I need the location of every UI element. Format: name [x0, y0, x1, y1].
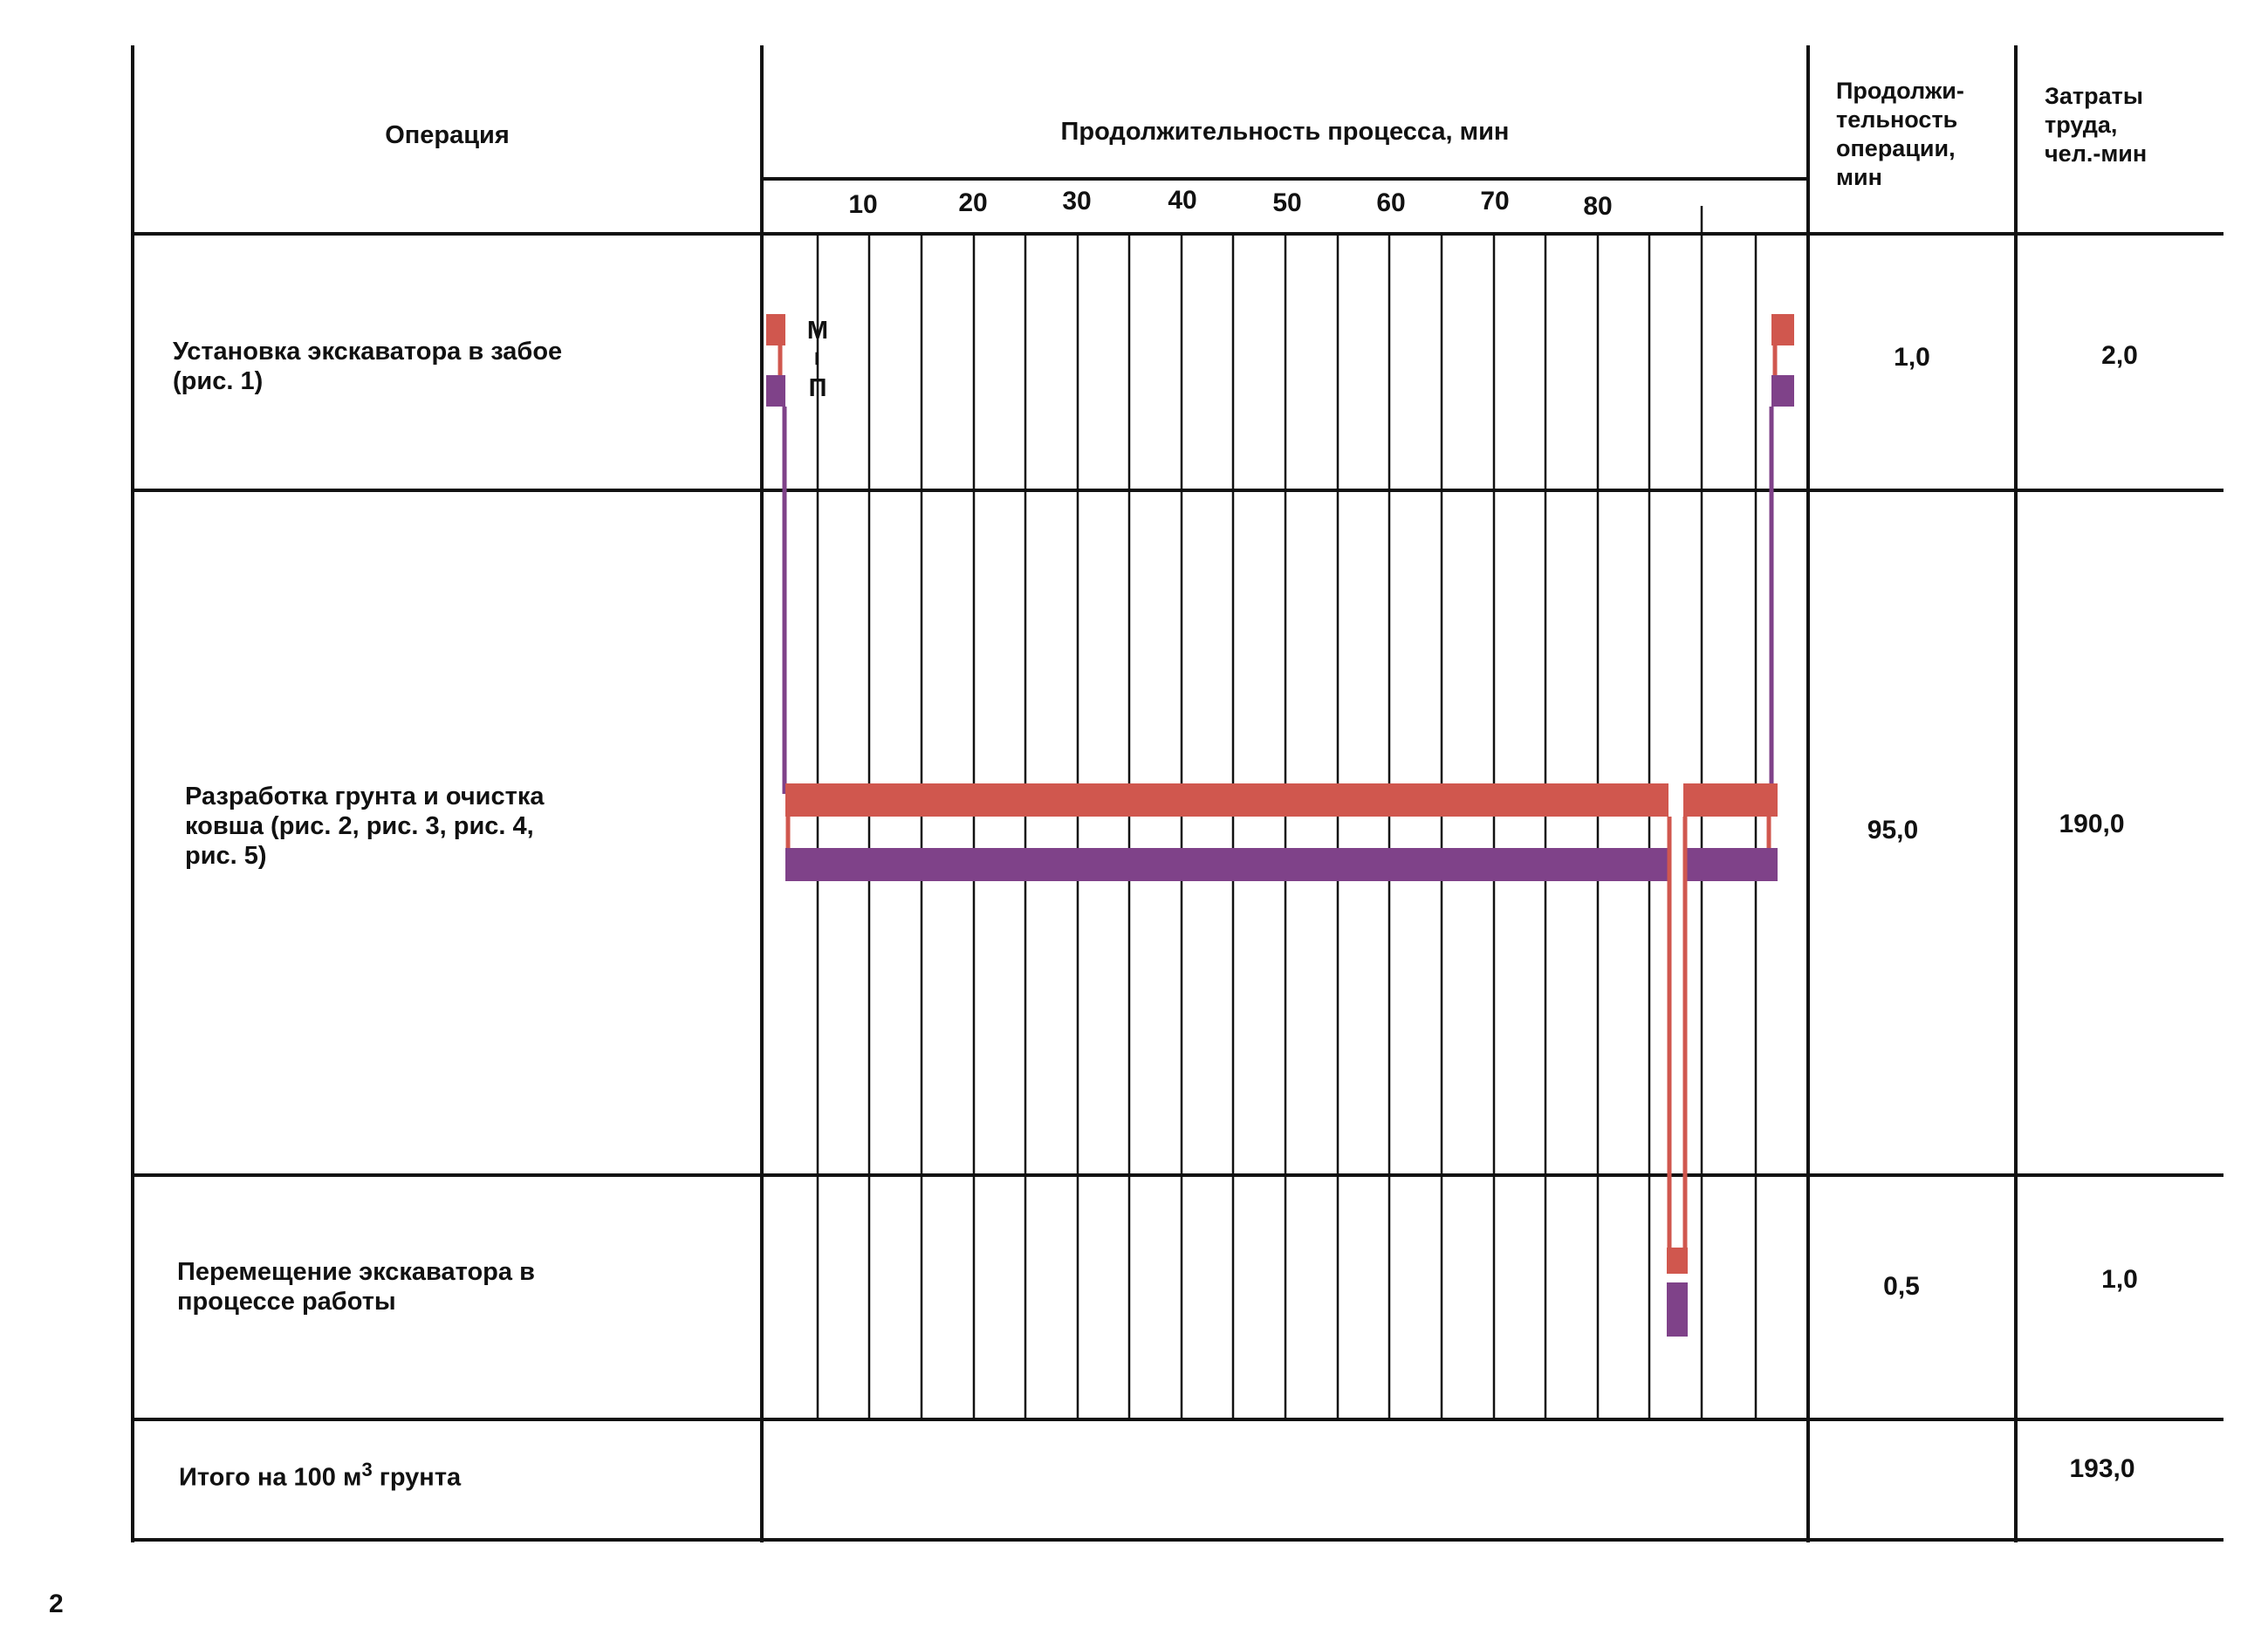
scale-tick-20: 20 — [958, 188, 988, 217]
operation-duration-2: 95,0 — [1867, 816, 1919, 845]
legend-machinist-label: М — [806, 317, 829, 345]
machinist-relocation-bar — [1667, 1248, 1688, 1274]
labor-cost-3: 1,0 — [2101, 1265, 2138, 1294]
operation-duration-1: 1,0 — [1894, 343, 1930, 372]
labor-cost-1: 2,0 — [2101, 341, 2138, 370]
total-label: Итого на 100 $м^3$ грунта — [179, 1459, 462, 1492]
page-number: 2 — [49, 1590, 64, 1618]
machinist-excavation-bar-b — [1683, 783, 1778, 817]
header-operation: Операция — [385, 121, 510, 149]
helper-excavation-bar-a — [785, 848, 1668, 881]
legend-helper-label: П — [808, 374, 827, 402]
total-labor-cost: 193,0 — [2069, 1454, 2135, 1483]
machinist-setup-bar-end — [1771, 314, 1794, 345]
operation-name-3: Перемещение экскаватора в процессе работы — [177, 1258, 535, 1316]
scale-tick-50: 50 — [1272, 188, 1302, 217]
scale-tick-10: 10 — [848, 190, 878, 219]
operation-duration-3: 0,5 — [1883, 1272, 1920, 1301]
scale-tick-30: 30 — [1062, 187, 1092, 215]
helper-relocation-bar — [1667, 1282, 1688, 1337]
scale-tick-40: 40 — [1168, 186, 1197, 215]
labor-cost-2: 190,0 — [2059, 810, 2125, 838]
header-operation-duration: Продолжи- тельность операции, мин — [1836, 78, 1964, 190]
machinist-setup-bar-start — [766, 314, 785, 345]
header-process-duration: Продолжительность процесса, мин — [1060, 118, 1510, 146]
machinist-excavation-bar-a — [785, 783, 1668, 817]
operation-name-1: Установка экскаватора в забое (рис. 1) — [173, 338, 563, 395]
operation-name-2: Разработка грунта и очистка ковша (рис. 2, рис. 3, рис. 4, рис. 5) — [185, 783, 545, 870]
scale-tick-80: 80 — [1583, 192, 1613, 221]
scale-tick-70: 70 — [1480, 187, 1510, 215]
header-labor-cost: Затраты труда, чел.-мин — [2045, 83, 2148, 167]
scale-tick-60: 60 — [1376, 188, 1406, 217]
legend-dash: – — [804, 351, 832, 366]
helper-setup-bar-start — [766, 375, 785, 407]
helper-excavation-bar-b — [1683, 848, 1778, 881]
helper-setup-bar-end — [1771, 375, 1794, 407]
